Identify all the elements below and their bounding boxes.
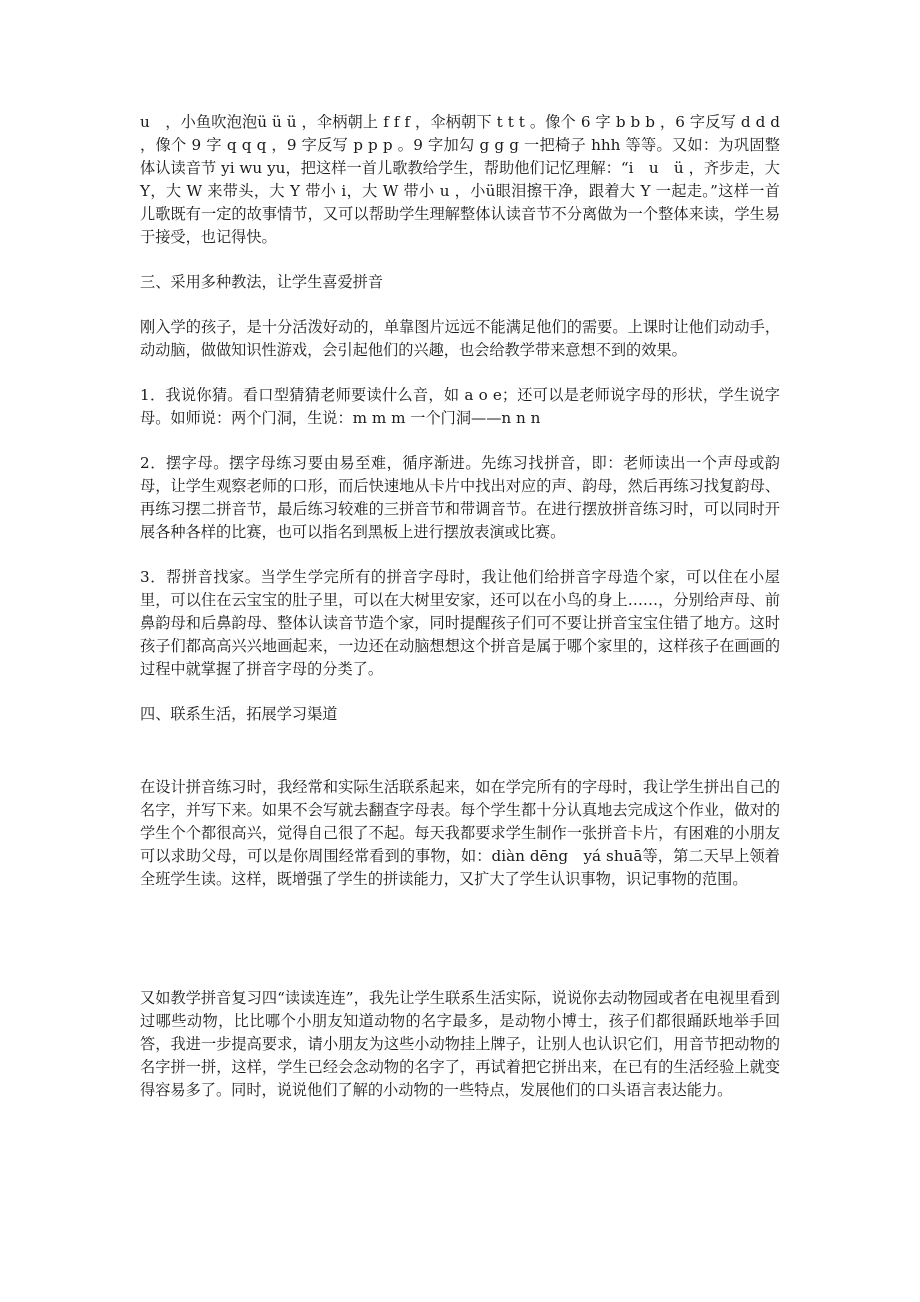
paragraph-review-animals: 又如教学拼音复习四“读读连连”，我先让学生联系生活实际，说说你去动物园或者在电视里看到过哪些动物，比比哪个小朋友知道动物的名字最多，是动物小博士，孩子们都很踊跃地举手回答，我进一步提高要求，请小朋友为这些小动物挂上牌子，让别人也认识它们，用音节把动物的名字拼一拼，这样，学生已经会念动物的名字了，再试着把它拼出来，在已有的生活经验上就变得容易多了。同时，说说他们了解的小动物的一些特点，发展他们的口头语言表达能力。 (140, 989, 780, 1099)
paragraph-intro-methods: 刚入学的孩子，是十分活泼好动的，单靠图片远远不能满足他们的需要。上课时让他们动动手，动动脑，做做知识性游戏，会引起他们的兴趣，也会给教学带来意想不到的效果。 (140, 318, 780, 359)
spacer (140, 430, 780, 452)
paragraph-item-3-home: 3．帮拼音找家。当学生学完所有的拼音字母时，我让他们给拼音字母造个家，可以住在小屋里，可以住在云宝宝的肚子里，可以在大树里安家，还可以在小鸟的身上……，分别给声母、前鼻韵母和后鼻韵母、整体认读音节造个家，同时提醒孩子们可不要让拼音宝宝住错了地方。这时孩子们都高高兴兴地画起来，一边还在动脑想想这个拼音是属于哪个家里的，这样孩子在画画的过程中就掌握了拼音字母的分类了。 (140, 568, 780, 678)
spacer (140, 891, 780, 987)
paragraph-phonics-rhymes: u ，小鱼吹泡泡ü ü ü ，伞柄朝上 f f f ，伞柄朝下 t t t 。像个 6 字 b b b ，6 字反写 d d d ，像个 9 字 q q q ，9 字反写 p p p 。9 字加勾 g g g 一把椅子 hhh 等等。又如：为巩固整体认读音节 yi wu yu，把这样一首儿歌教给学生，帮助他们记忆理解：“i u ü ，齐步走，大 Y，大 W 来带头，大 Y 带小 i，大 W 带小 u ，小ü眼泪擦干净，跟着大 Y 一起走。”这样一首儿歌既有一定的故事情节，又可以帮助学生理解整体认读音节不分离做为一个整体来读，学生易于接受，也记得快。 (140, 113, 780, 246)
spacer (140, 294, 780, 316)
paragraph-item-2-arrange: 2．摆字母。摆字母练习要由易至难，循序渐进。先练习找拼音，即：老师读出一个声母或韵母，让学生观察老师的口形，而后快速地从卡片中找出对应的声、韵母，然后再练习找复韵母、再练习摆二拼音节，最后练习较难的三拼音节和带调音节。在进行摆放拼音练习时，可以同时开展各种各样的比赛，也可以指名到黑板上进行摆放表演或比赛。 (140, 454, 780, 541)
spacer (140, 681, 780, 703)
section-heading-4: 四、联系生活，拓展学习渠道 (140, 705, 338, 723)
paragraph-item-1-guess: 1．我说你猜。看口型猜猜老师要读什么音，如 a o e；还可以是老师说字母的形状，学生说字母。如师说：两个门洞，生说：m m m 一个门洞——n n n (140, 386, 780, 427)
section-heading-3: 三、采用多种教法，让学生喜爱拼音 (140, 273, 383, 291)
paragraph-life-practice: 在设计拼音练习时，我经常和实际生活联系起来，如在学完所有的字母时，我让学生拼出自己的名字，并写下来。如果不会写就去翻查字母表。每个学生都十分认真地去完成这个作业，做对的学生个个都很高兴，觉得自己很了不起。每天我都要求学生制作一张拼音卡片，有困难的小朋友可以求助父母，可以是你周围经常看到的事物，如：diàn dēng yá shuā等，第二天早上领着全班学生读。这样，既增强了学生的拼读能力，又扩大了学生认识事物，识记事物的范围。 (140, 778, 780, 888)
spacer (140, 249, 780, 271)
spacer (140, 362, 780, 384)
spacer (140, 544, 780, 566)
spacer (140, 726, 780, 776)
